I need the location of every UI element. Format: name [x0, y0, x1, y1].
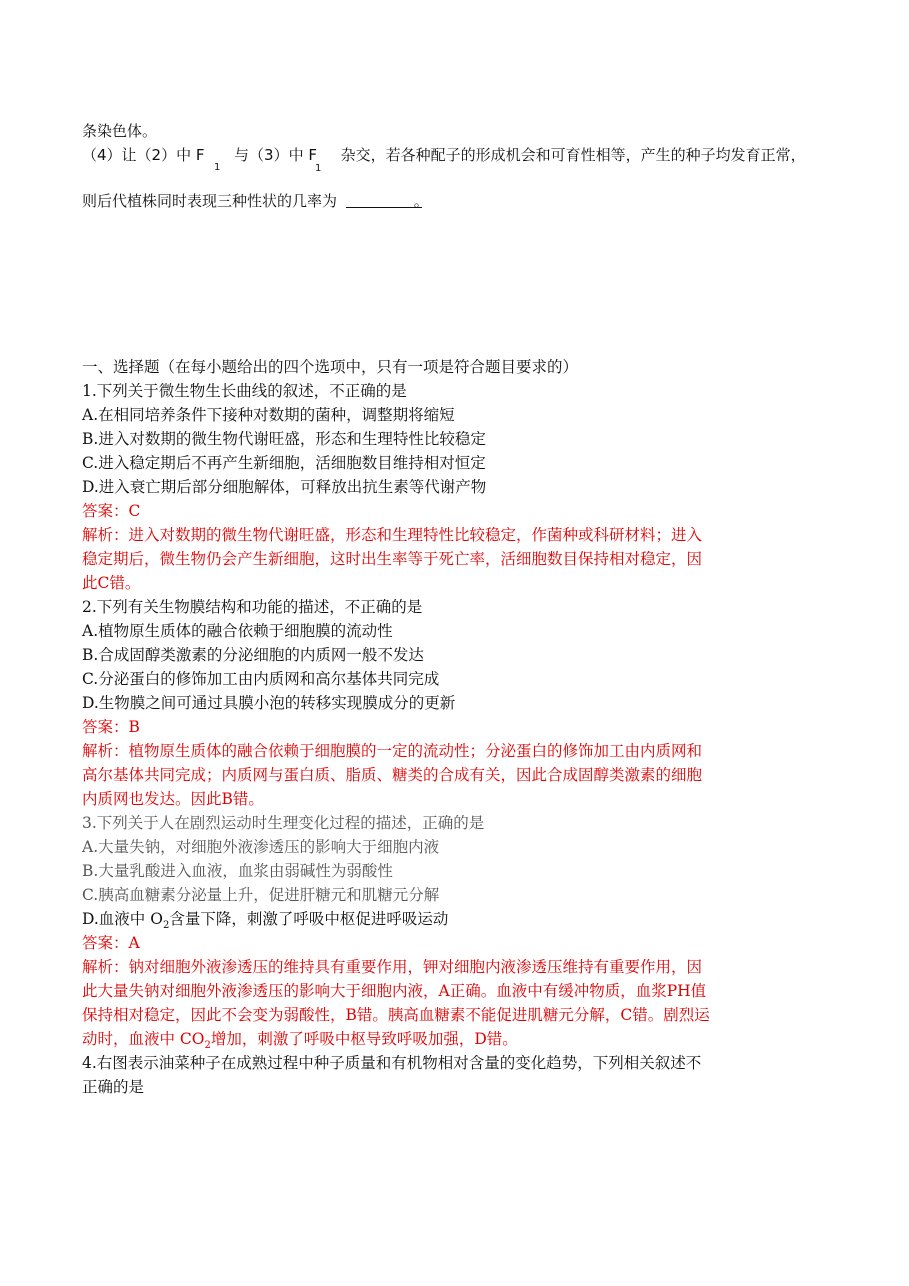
- option: C.胰高血糖素分泌量上升，促进肝糖元和肌糖元分解: [82, 886, 440, 904]
- option: B.进入对数期的微生物代谢旺盛，形态和生理特性比较稳定: [82, 430, 486, 448]
- option: A.大量失钠，对细胞外液渗透压的影响大于细胞内液: [82, 838, 440, 856]
- subscript-mark: 1: [315, 163, 322, 174]
- analysis-line: 稳定期后，微生物仍会产生新细胞，这时出生率等于死亡率，活细胞数目保持相对稳定，因: [82, 550, 703, 568]
- subscript-mark: 1: [214, 162, 221, 173]
- question-stem: 2.下列有关生物膜结构和功能的描述，不正确的是: [82, 598, 423, 616]
- question-list: [82, 355, 822, 1099]
- text-fragment: D.血液中 O: [82, 910, 163, 928]
- analysis-line: [82, 1027, 822, 1051]
- text-fragment: （4）让（2）中 F: [82, 146, 205, 164]
- analysis-line: 解析：钠对细胞外液渗透压的维持具有重要作用，钾对细胞内液渗透压维持有重要作用，因: [82, 958, 703, 976]
- question-stem: 正确的是: [82, 1078, 145, 1096]
- subscript: 2: [204, 1040, 211, 1052]
- answer-blank: [346, 193, 422, 208]
- text-fragment: 。: [413, 192, 429, 210]
- option: A.植物原生质体的融合依赖于细胞膜的流动性: [82, 622, 393, 640]
- question-stem: 1.下列关于微生物生长曲线的叙述，不正确的是: [82, 382, 407, 400]
- option: C.进入稳定期后不再产生新细胞，活细胞数目维持相对恒定: [82, 454, 486, 472]
- subscript: 2: [162, 920, 170, 932]
- section-title: 一、选择题（在每小题给出的四个选项中，只有一项是符合题目要求的）: [82, 358, 579, 376]
- answer: 答案：C: [82, 502, 141, 520]
- analysis-line: 解析：进入对数期的微生物代谢旺盛，形态和生理特性比较稳定，作菌种或科研材料；进入: [82, 526, 703, 544]
- analysis-line: 解析：植物原生质体的融合依赖于细胞膜的一定的流动性；分泌蛋白的修饰加工由内质网和: [82, 742, 703, 760]
- analysis-line: 此C错。: [82, 574, 141, 592]
- option: [82, 907, 822, 931]
- option: C.分泌蛋白的修饰加工由内质网和高尔基体共同完成: [82, 670, 440, 688]
- analysis-line: 内质网也发达。因此B错。: [82, 790, 264, 808]
- text-fragment: 含量下降，刺激了呼吸中枢促进呼吸运动: [169, 910, 449, 928]
- analysis-line: 高尔基体共同完成；内质网与蛋白质、脂质、糖类的合成有关，因此合成固醇类激素的细胞: [82, 766, 703, 784]
- text-fragment: 与（3）中 F: [234, 146, 317, 164]
- text-fragment: 杂交，若各种配子的形成机会和可育性相等，产生的种子均发育正常，: [340, 146, 806, 164]
- option: D.进入衰亡期后部分细胞解体，可释放出抗生素等代谢产物: [82, 478, 487, 496]
- text-line: 条染色体。: [82, 122, 158, 140]
- text-fragment: 增加，刺激了呼吸中枢导致呼吸加强，D错。: [210, 1030, 518, 1048]
- option: A.在相同培养条件下接种对数期的菌种，调整期将缩短: [82, 406, 455, 424]
- option: D.生物膜之间可通过具膜小泡的转移实现膜成分的更新: [82, 694, 456, 712]
- answer: 答案：B: [82, 718, 140, 736]
- answer: 答案：A: [82, 934, 140, 952]
- option: B.合成固醇类激素的分泌细胞的内质网一般不发达: [82, 646, 424, 664]
- analysis-line: 保持相对稳定，因此不会变为弱酸性，B错。胰高血糖素不能促进肌糖元分解，C错。剧烈运: [82, 1006, 710, 1024]
- analysis-line: 此大量失钠对细胞外液渗透压的影响大于细胞内液，A正确。血液中有缓冲物质，血浆PH值: [82, 982, 707, 1000]
- question-stem: 4.右图表示油菜种子在成熟过程中种子质量和有机物相对含量的变化趋势，下列相关叙述不: [82, 1054, 702, 1072]
- text-line: [82, 190, 429, 211]
- text-fragment: 动时，血液中 CO: [82, 1030, 205, 1048]
- text-fragment: 则后代植株同时表现三种性状的几率为: [82, 192, 338, 210]
- question-stem: 3.下列关于人在剧烈运动时生理变化过程的描述，正确的是: [82, 814, 485, 832]
- option: B.大量乳酸进入血液，血浆由弱碱性为弱酸性: [82, 862, 393, 880]
- text-line: [82, 144, 806, 165]
